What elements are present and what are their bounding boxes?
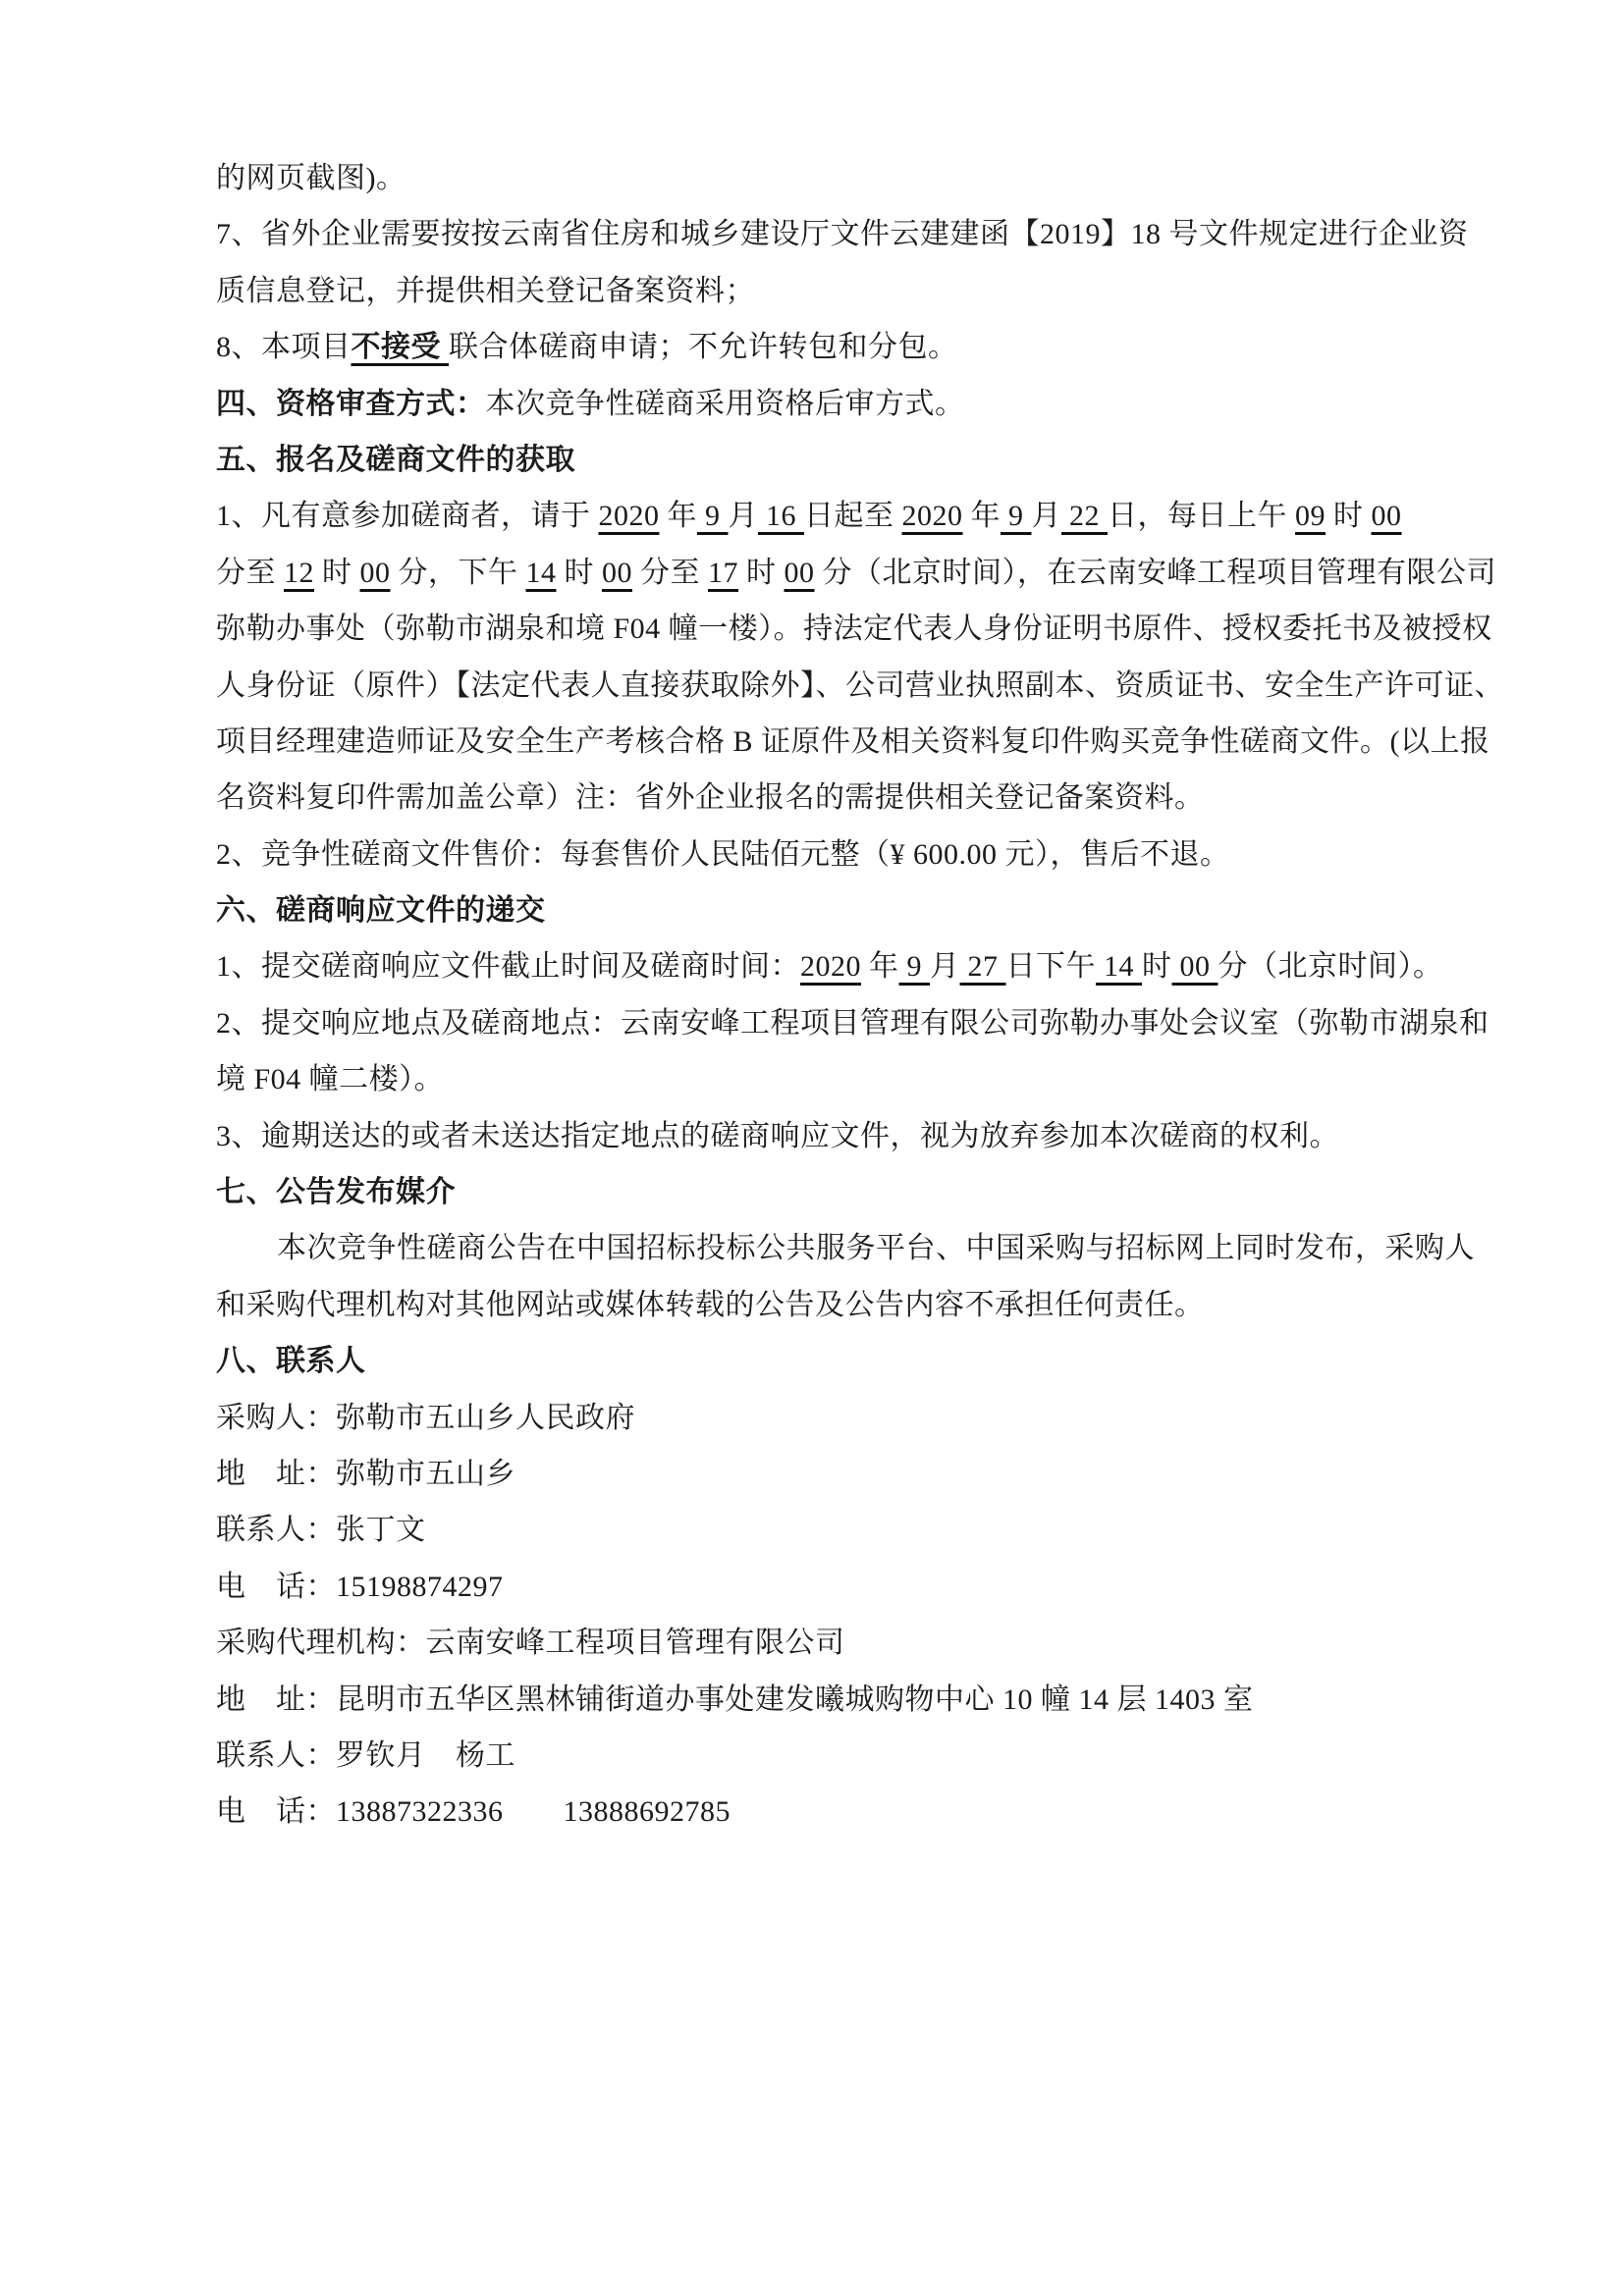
text-run: 电 话：13887322336 13888692785	[216, 1795, 731, 1829]
item-7-line-1	[216, 206, 1469, 262]
text-run: 年	[861, 950, 899, 984]
underlined-text-run: 2020	[901, 500, 963, 533]
underlined-text-run: 27	[959, 950, 1006, 984]
section-5-item-1-line-3	[216, 601, 1492, 657]
underlined-text-run: 00	[1171, 950, 1218, 984]
text-run: 年	[962, 500, 1001, 533]
section-5-item-1-line-6	[216, 770, 1443, 826]
purchaser-address	[216, 1446, 1443, 1502]
text-run: 弥勒办事处（弥勒市湖泉和境 F04 幢一楼）。持法定代表人身份证明书原件、授权委托书及被授权	[216, 613, 1492, 646]
underlined-text-run: 09	[1295, 500, 1326, 533]
text-run: 8、本项目	[216, 331, 352, 364]
text-run: 时	[556, 556, 602, 589]
text-run: 分至	[632, 556, 708, 589]
underlined-text-run: 2020	[800, 950, 861, 984]
section-5-item-1-line-4	[216, 658, 1504, 714]
text-run: 质信息登记，并提供相关登记备案资料；	[216, 274, 755, 307]
text-run: 境 F04 幢二楼）。	[216, 1063, 445, 1096]
text-run: 采购代理机构：云南安峰工程项目管理有限公司	[216, 1627, 845, 1660]
text-run: 电 话：15198874297	[216, 1570, 504, 1603]
text-run: 1、凡有意参加磋商者，请于	[216, 500, 599, 533]
text-run: 日起至	[804, 500, 902, 533]
section-5-item-1-line-2	[216, 545, 1496, 601]
text-run: 八、联系人	[216, 1345, 366, 1378]
section-6-heading	[216, 882, 1443, 938]
purchaser-name	[216, 1390, 1443, 1446]
text-run: 本次竞争性磋商公告在中国招标投标公共服务平台、中国采购与招标网上同时发布，采购人	[277, 1232, 1475, 1265]
text-run: 分（北京时间），在云南安峰工程项目管理有限公司	[814, 556, 1496, 589]
document-content	[216, 150, 1504, 1841]
section-6-item-1-deadline	[216, 938, 1443, 994]
text-run: 本次竞争性磋商采用资格后审方式。	[485, 387, 965, 420]
text-run: 1、提交磋商响应文件截止时间及磋商时间：	[216, 950, 800, 984]
text-run: 六、磋商响应文件的递交	[216, 894, 546, 928]
text-run: 人身份证（原件）【法定代表人直接获取除外】、公司营业执照副本、资质证书、安全生产许可证、	[216, 668, 1504, 702]
section-4-qualification-review	[216, 376, 1443, 432]
text-run: 2、提交响应地点及磋商地点：云南安峰工程项目管理有限公司弥勒办事处会议室（弥勒市湖泉和	[216, 1006, 1489, 1040]
para-webpage-screenshot-end	[216, 150, 1443, 206]
text-run: 的网页截图)。	[216, 162, 406, 194]
agency-address	[216, 1672, 1443, 1728]
agency-phone	[216, 1784, 1443, 1840]
underlined-text-run: 不接受	[351, 331, 449, 364]
text-run: 四、资格审查方式：	[216, 387, 486, 420]
text-run: 项目经理建造师证及安全生产考核合格 B 证原件及相关资料复印件购买竞争性磋商文件。(以上报	[216, 724, 1490, 758]
underlined-text-run: 2020	[598, 500, 660, 533]
text-run: 地 址：弥勒市五山乡	[216, 1457, 515, 1490]
text-run: 月	[930, 950, 960, 984]
text-run: 名资料复印件需加盖公章）注：省外企业报名的需提供相关登记备案资料。	[216, 781, 1205, 815]
text-run: 分，下午	[390, 556, 526, 589]
underlined-text-run: 16	[758, 500, 804, 533]
underlined-text-run: 9	[1001, 500, 1032, 533]
underlined-text-run: 00	[602, 556, 632, 589]
section-6-item-2-line-1	[216, 995, 1489, 1051]
section-5-heading	[216, 432, 1443, 488]
text-run: 联系人：张丁文	[216, 1514, 426, 1547]
underlined-text-run: 9	[898, 950, 930, 984]
purchaser-contact	[216, 1502, 1443, 1558]
text-run: 联合体磋商申请；不允许转包和分包。	[449, 331, 958, 364]
text-run: 日，每日上午	[1108, 500, 1295, 533]
section-6-item-2-line-2	[216, 1051, 1443, 1107]
section-5-item-1-line-5	[216, 714, 1490, 770]
text-run: 五、报名及磋商文件的获取	[216, 443, 575, 476]
underlined-text-run: 00	[359, 556, 391, 589]
section-7-body-line-2	[216, 1277, 1443, 1333]
text-run: 采购人：弥勒市五山乡人民政府	[216, 1401, 635, 1434]
section-7-heading	[216, 1164, 1443, 1220]
underlined-text-run: 00	[1371, 500, 1402, 533]
underlined-text-run: 14	[1096, 950, 1142, 984]
section-5-item-2-price	[216, 827, 1443, 882]
item-8-no-consortium	[216, 319, 1443, 375]
text-run: 七、公告发布媒介	[216, 1176, 456, 1209]
underlined-text-run: 9	[697, 500, 729, 533]
text-run: 日下午	[1005, 950, 1096, 984]
text-run: 时	[738, 556, 785, 589]
text-run: 分（北京时间）。	[1218, 950, 1443, 984]
text-run: 7、省外企业需要按按云南省住房和城乡建设厅文件云建建函【2019】18 号文件规定进行企业资	[216, 218, 1469, 251]
item-7-line-2	[216, 263, 1443, 319]
text-run: 时	[1326, 500, 1372, 533]
text-run: 时	[314, 556, 360, 589]
section-8-heading	[216, 1333, 1443, 1389]
underlined-text-run: 22	[1061, 500, 1108, 533]
underlined-text-run: 00	[784, 556, 815, 589]
agency-name	[216, 1615, 1443, 1671]
section-5-item-1-line-1	[216, 488, 1443, 544]
underlined-text-run: 14	[525, 556, 557, 589]
purchaser-phone	[216, 1559, 1443, 1615]
section-6-item-3-late-delivery	[216, 1108, 1443, 1164]
text-run: 3、逾期送达的或者未送达指定地点的磋商响应文件，视为放弃参加本次磋商的权利。	[216, 1119, 1339, 1152]
text-run: 月	[728, 500, 758, 533]
underlined-text-run: 12	[284, 556, 314, 589]
text-run: 时	[1142, 950, 1172, 984]
text-run: 联系人：罗钦月 杨工	[216, 1738, 515, 1772]
section-7-body-line-1	[216, 1220, 1475, 1276]
agency-contact	[216, 1728, 1443, 1784]
text-run: 和采购代理机构对其他网站或媒体转载的公告及公告内容不承担任何责任。	[216, 1288, 1205, 1321]
text-run: 地 址：昆明市五华区黑林铺街道办事处建发曦城购物中心 10 幢 14 层 1403 室	[216, 1682, 1254, 1716]
text-run: 分至	[216, 556, 284, 589]
underlined-text-run: 17	[708, 556, 738, 589]
text-run: 2、竞争性磋商文件售价：每套售价人民陆佰元整（¥ 600.00 元），售后不退。	[216, 837, 1230, 871]
text-run: 年	[659, 500, 697, 533]
text-run: 月	[1031, 500, 1061, 533]
